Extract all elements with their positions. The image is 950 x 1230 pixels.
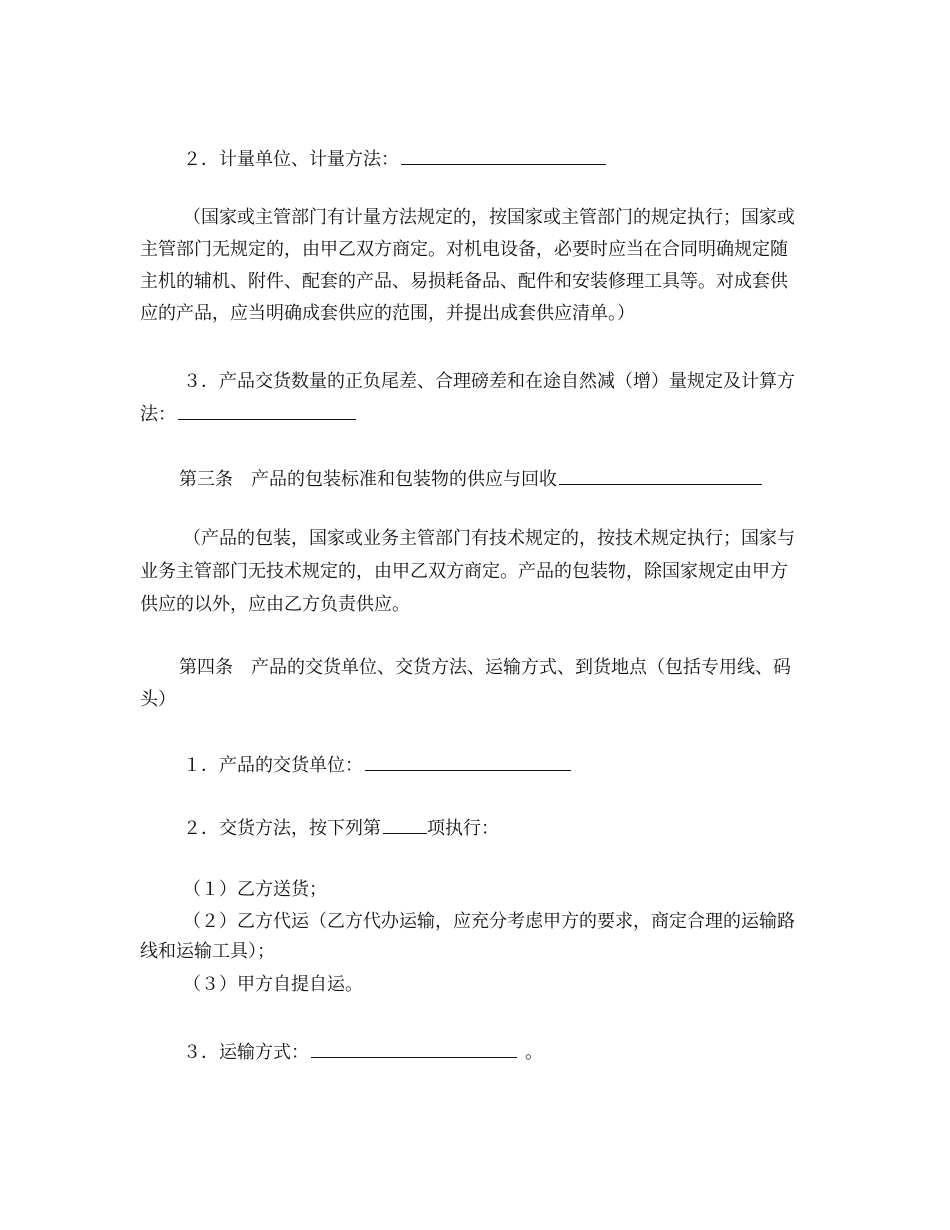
a4-item2-prefix: ２．交货方法，按下列第 xyxy=(183,818,381,839)
article4-title-cont: 头） xyxy=(140,689,176,710)
option-line: （３）甲方自提自运。 xyxy=(183,974,363,995)
note-line: 主机的辅机、附件、配套的产品、易损耗备品、配件和安装修理工具等。对成套供 xyxy=(140,271,788,292)
blank-field[interactable] xyxy=(311,1039,517,1058)
item3-line: ３．产品交货数量的正负尾差、合理磅差和在途自然减（增）量规定及计算方 xyxy=(183,371,795,392)
blank-field[interactable] xyxy=(559,466,762,485)
note-line: 应的产品，应当明确成套供应的范围，并提出成套供应清单。） xyxy=(140,303,635,324)
option-line: （２）乙方代运（乙方代办运输，应充分考虑甲方的要求，商定合理的运输路 xyxy=(183,911,795,932)
option-line: 线和运输工具）； xyxy=(140,941,275,962)
a4-item1 xyxy=(183,752,863,776)
blank-field[interactable] xyxy=(178,401,356,420)
a4-item3 xyxy=(183,1039,863,1063)
a4-item2-suffix: 项执行： xyxy=(427,818,499,839)
packaging-note-line: 业务主管部门无技术规定的，由甲乙双方商定。产品的包装物，除国家规定由甲方 xyxy=(140,561,788,582)
a4-item3-label: ３．运输方式： xyxy=(183,1042,309,1063)
packaging-note-line: 供应的以外，应由乙方负责供应。 xyxy=(140,594,410,615)
blank-field[interactable] xyxy=(383,815,427,834)
a4-item3-end: 。 xyxy=(525,1042,543,1063)
blank-field[interactable] xyxy=(401,146,606,165)
note-line: （国家或主管部门有计量方法规定的，按国家或主管部门的规定执行；国家或 xyxy=(183,207,795,228)
item2-measurement xyxy=(183,146,863,170)
option-line: （１）乙方送货； xyxy=(183,879,327,900)
article4-title: 第四条 产品的交货单位、交货方法、运输方式、到货地点（包括专用线、码 xyxy=(179,657,791,678)
packaging-note-line: （产品的包装，国家或业务主管部门有技术规定的，按技术规定执行；国家与 xyxy=(183,528,795,549)
note-line: 主管部门无规定的，由甲乙双方商定。对机电设备，必要时应当在合同明确规定随 xyxy=(140,239,788,260)
item3-label: 法： xyxy=(140,404,176,425)
article3-label: 第三条 产品的包装标准和包装物的供应与回收 xyxy=(179,469,557,490)
item3-line2 xyxy=(140,401,820,425)
article3-title xyxy=(179,466,859,490)
item2-title: ２．计量单位、计量方法： xyxy=(183,149,399,170)
a4-item1-label: １．产品的交货单位： xyxy=(183,755,363,776)
blank-field[interactable] xyxy=(365,752,571,771)
a4-item2 xyxy=(183,815,863,839)
